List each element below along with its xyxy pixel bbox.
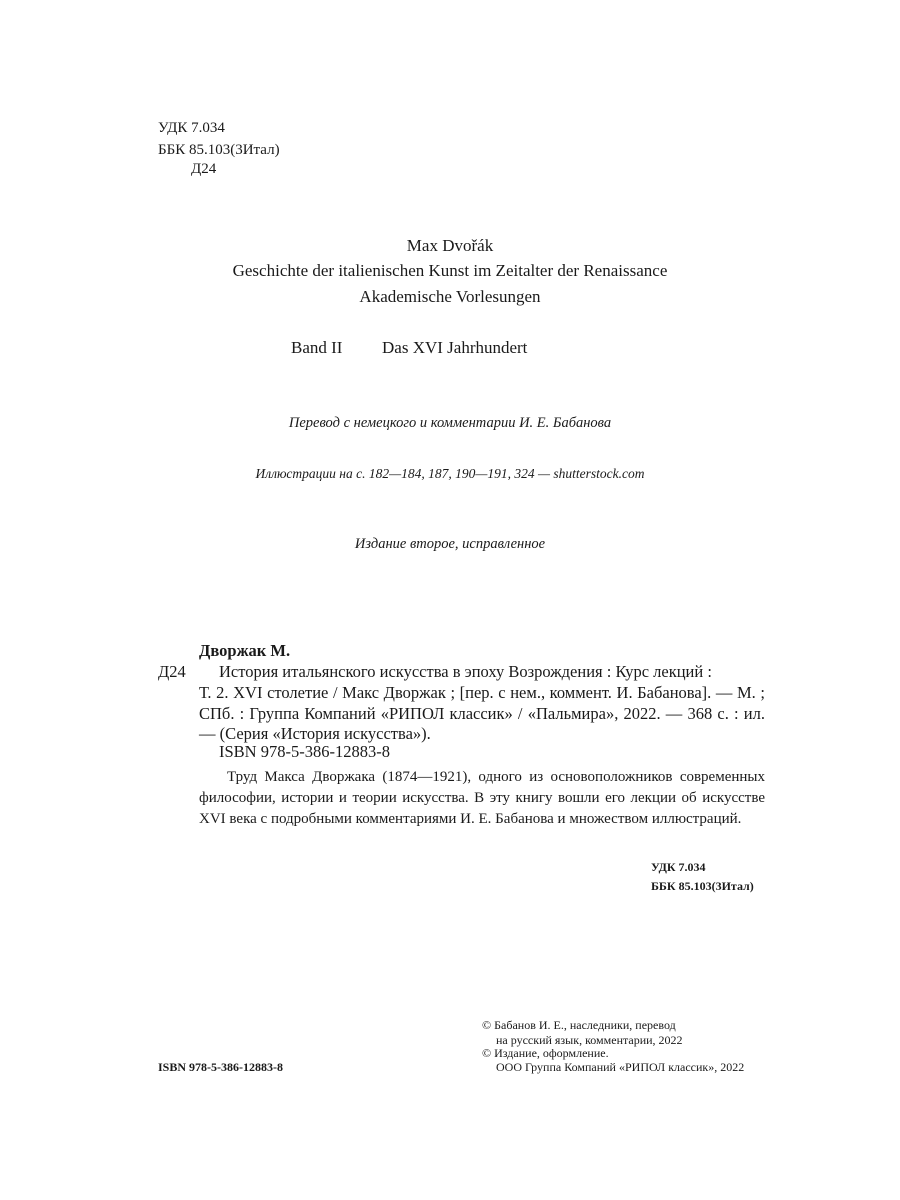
catalog-sign: Д24 <box>158 662 186 681</box>
catalog-isbn: ISBN 978-5-386-12883-8 <box>219 742 390 761</box>
footer-isbn: ISBN 978-5-386-12883-8 <box>158 1060 283 1074</box>
catalog-title-line: История итальянского искусства в эпоху Возрождения : Курс лекций : <box>219 662 712 681</box>
illustrations-credit: Иллюстрации на с. 182—184, 187, 190—191, 324 — shutterstock.com <box>255 466 645 481</box>
copyright-translation: © Бабанов И. Е., наследники, перевод <box>482 1018 676 1032</box>
copyright-publisher: ООО Группа Компаний «РИПОЛ классик», 2022 <box>496 1060 745 1074</box>
catalog-author-heading: Дворжак М. <box>199 641 291 660</box>
catalog-description: Т. 2. XVI столетие / Макс Дворжак ; [пер. с нем., коммент. И. Бабанова]. — М. ; СПб. : Группа Компаний «РИПОЛ классик» / «Пальмира», 2022. — 368 с. : ил. — (Серия «История искусства»). <box>199 683 765 743</box>
author-sign: Д24 <box>191 161 217 177</box>
copyright-translation-cont: на русский язык, комментарии, 2022 <box>496 1033 683 1047</box>
original-subtitle: Akademische Vorlesungen <box>359 287 541 306</box>
copyright-edition: © Издание, оформление. <box>482 1046 609 1060</box>
udk-code: УДК 7.034 <box>158 120 225 136</box>
translation-credit: Перевод с немецкого и комментарии И. Е. Бабанова <box>288 415 612 431</box>
volume-title: Das XVI Jahrhundert <box>382 338 528 357</box>
edition-note: Издание второе, исправленное <box>354 536 546 552</box>
catalog-bbk: ББК 85.103(3Итал) <box>651 879 754 893</box>
original-title: Geschichte der italienischen Kunst im Zeitalter der Renaissance <box>232 261 668 280</box>
bbk-code: ББК 85.103(3Итал) <box>158 142 280 158</box>
original-author: Max Dvořák <box>406 236 494 255</box>
catalog-annotation: Труд Макса Дворжака (1874—1921), одного из основоположников современных философии, истории и теории искусства. В эту книгу вошли его лекции об искусстве XVI века с подробными комментариями И. Е. Бабанова и множеством иллюстраций. <box>199 769 765 827</box>
catalog-udk: УДК 7.034 <box>651 860 706 874</box>
volume-label: Band II <box>291 338 343 357</box>
